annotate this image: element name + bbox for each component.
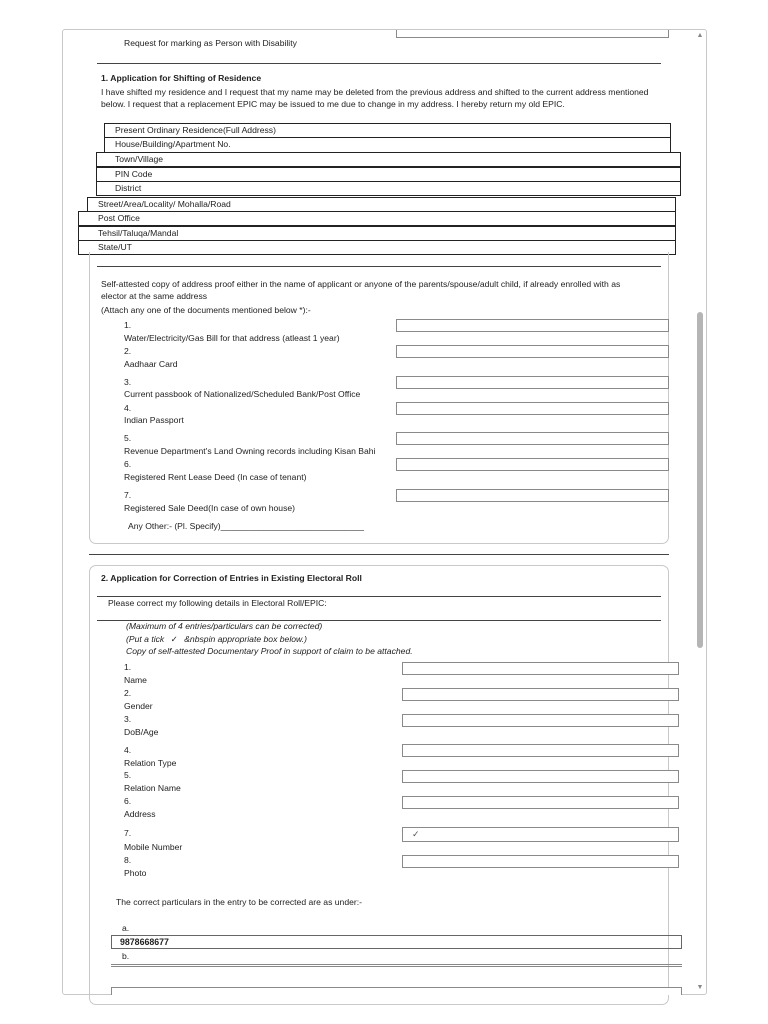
disability-checkbox[interactable]: [396, 30, 669, 38]
document-number: 5.: [124, 433, 132, 443]
document-number: 7.: [124, 490, 132, 500]
document-checkbox[interactable]: [396, 345, 669, 358]
checkbox-dob[interactable]: [402, 714, 679, 727]
note-max-entries: (Maximum of 4 entries/particulars can be corrected): [126, 621, 323, 631]
divider: [97, 63, 661, 64]
document-label: Revenue Department's Land Owning records including Kisan Bahi: [124, 446, 376, 456]
document-label: Registered Rent Lease Deed (In case of tenant): [124, 472, 307, 482]
checkbox-address[interactable]: [402, 796, 679, 809]
scroll-up-arrow-icon[interactable]: ▲: [696, 32, 704, 39]
field-label-mobile: Mobile Number: [124, 842, 183, 852]
field-label-address: Address: [124, 809, 156, 819]
address-field-label: Tehsil/Taluqa/Mandal: [98, 228, 179, 238]
document-number: 6.: [124, 459, 132, 469]
address-field-label: Street/Area/Locality/ Mohalla/Road: [98, 199, 231, 209]
address-field-label: State/UT: [98, 242, 132, 252]
field-number: 2.: [124, 688, 132, 698]
address-field-label: District: [115, 183, 142, 193]
field-number: 6.: [124, 796, 132, 806]
document-checkbox[interactable]: [396, 402, 669, 415]
document-number: 3.: [124, 377, 132, 387]
entry-a-label: a.: [122, 923, 130, 933]
document-checkbox[interactable]: [396, 489, 669, 502]
address-field-pin[interactable]: [96, 167, 681, 182]
proof-text-line2: elector at the same address: [101, 291, 208, 301]
any-other-field[interactable]: Any Other:- (Pl. Specify)______________________________: [128, 521, 365, 531]
address-field-post-office[interactable]: [78, 211, 676, 226]
document-checkbox[interactable]: [396, 432, 669, 445]
shifting-paragraph-line1: I have shifted my residence and I request that my name may be deleted from the previous address and shifted to the current address mentioned: [101, 87, 649, 97]
checkbox-relation-name[interactable]: [402, 770, 679, 783]
field-number: 5.: [124, 770, 132, 780]
note-put-tick-post: &nbspin appropriate box below.): [184, 634, 307, 644]
document-number: 4.: [124, 403, 132, 413]
address-header-label: Present Ordinary Residence(Full Address): [115, 125, 276, 135]
scrollbar-thumb[interactable]: [697, 312, 703, 648]
address-field-street[interactable]: [87, 197, 676, 212]
note-documentary-proof: Copy of self-attested Documentary Proof in support of claim to be attached.: [126, 646, 413, 656]
divider: [97, 596, 661, 597]
correct-particulars-text: The correct particulars in the entry to be corrected are as under:-: [116, 897, 362, 907]
field-label-name: Name: [124, 675, 147, 685]
address-field-label: House/Building/Apartment No.: [115, 139, 231, 149]
field-label-gender: Gender: [124, 701, 153, 711]
address-field-house[interactable]: [104, 138, 671, 153]
field-number: 7.: [124, 828, 132, 838]
address-field-label: Town/Village: [115, 154, 164, 164]
field-label-relation-name: Relation Name: [124, 783, 181, 793]
address-field-label: PIN Code: [115, 169, 153, 179]
field-label-relation-type: Relation Type: [124, 758, 177, 768]
field-number: 1.: [124, 662, 132, 672]
divider: [111, 966, 682, 967]
proof-text-line1: Self-attested copy of address proof either in the name of applicant or anyone of the parents/spouse/adult child, if already enrolled with as: [101, 279, 621, 289]
document-number: 1.: [124, 320, 132, 330]
checkbox-mobile[interactable]: [402, 827, 679, 842]
document-label: Registered Sale Deed(In case of own house): [124, 503, 296, 513]
address-field-tehsil[interactable]: [78, 226, 676, 241]
document-number: 2.: [124, 346, 132, 356]
field-label-dob: DoB/Age: [124, 727, 159, 737]
checkbox-gender[interactable]: [402, 688, 679, 701]
address-field-town[interactable]: [96, 152, 681, 167]
field-label-photo: Photo: [124, 868, 147, 878]
document-checkbox[interactable]: [396, 458, 669, 471]
disability-label: Request for marking as Person with Disability: [124, 38, 297, 48]
document-label: Current passbook of Nationalized/Scheduled Bank/Post Office: [124, 389, 361, 399]
address-field-district[interactable]: [96, 181, 681, 196]
document-checkbox[interactable]: [396, 376, 669, 389]
note-put-tick: [126, 634, 307, 645]
checkbox-photo[interactable]: [402, 855, 679, 868]
proof-text-line3: (Attach any one of the documents mentioned below *):-: [101, 305, 311, 315]
entry-a-input[interactable]: 9878668677: [111, 935, 682, 949]
section-divider: [89, 554, 669, 555]
field-number: 8.: [124, 855, 132, 865]
field-number: 3.: [124, 714, 132, 724]
tick-icon: ✓: [412, 829, 420, 839]
shifting-heading: 1. Application for Shifting of Residence: [101, 73, 262, 83]
field-number: 4.: [124, 745, 132, 755]
divider: [111, 964, 682, 965]
bottom-table: [111, 987, 682, 995]
tick-icon: ✓: [170, 634, 178, 644]
correction-heading: 2. Application for Correction of Entries in Existing Electoral Roll: [101, 573, 362, 583]
scroll-down-arrow-icon[interactable]: ▼: [696, 984, 704, 991]
document-label: Water/Electricity/Gas Bill for that address (atleast 1 year): [124, 333, 340, 343]
address-header: [104, 123, 671, 138]
document-label: Aadhaar Card: [124, 359, 178, 369]
note-put-tick-pre: (Put a tick: [126, 634, 165, 644]
please-correct-text: Please correct my following details in Electoral Roll/EPIC:: [108, 598, 327, 608]
shifting-paragraph-line2: below. I request that a replacement EPIC may be issued to me due to change in my address. I hereby return my old EPIC.: [101, 99, 565, 109]
checkbox-name[interactable]: [402, 662, 679, 675]
document-checkbox[interactable]: [396, 319, 669, 332]
vertical-scrollbar[interactable]: [694, 30, 706, 994]
document-label: Indian Passport: [124, 415, 184, 425]
entry-b-label: b.: [122, 951, 130, 961]
address-field-label: Post Office: [98, 213, 140, 223]
checkbox-relation-type[interactable]: [402, 744, 679, 757]
